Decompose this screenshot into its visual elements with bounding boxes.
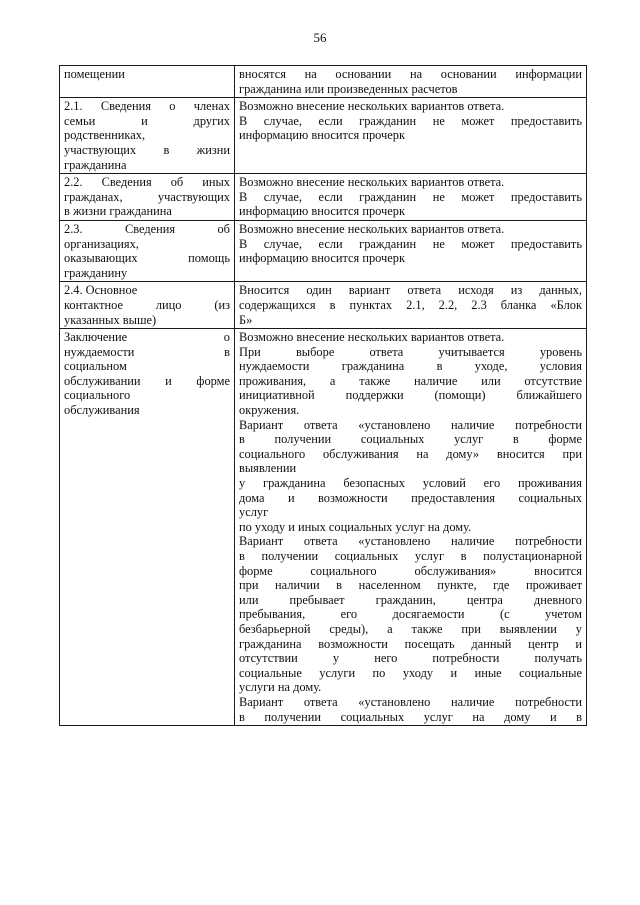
text-line: информацию вносится прочерк: [239, 204, 405, 219]
instructions-table: [59, 65, 587, 726]
text-line: инициативной поддержки (помощи) ближайшего: [239, 388, 582, 403]
text-line: Вариант ответа «установлено наличие потребности: [239, 694, 582, 709]
text-line: Возможно внесение нескольких вариантов ответа.: [239, 175, 505, 190]
instruction-cell: [235, 282, 587, 329]
text-line: 2.2. Сведения об иных: [64, 175, 230, 190]
text-line: Заключение о: [64, 330, 230, 345]
text-line: Возможно внесение нескольких вариантов ответа.: [239, 221, 505, 236]
text-line: гражданина: [64, 157, 127, 172]
text-line: помещении: [64, 67, 125, 81]
table-row: [60, 220, 587, 281]
text-line: родственниках,: [64, 128, 146, 143]
text-line: вносятся на основании на основании информации: [239, 67, 582, 81]
text-line: пребывания, его досягаемости (с учетом: [239, 607, 582, 622]
text-line: Вносится один вариант ответа исходя из данных,: [239, 283, 582, 298]
instruction-cell: [235, 329, 587, 726]
text-line: у гражданина безопасных условий его проживания: [239, 476, 582, 491]
instruction-cell: [235, 174, 587, 221]
table-row: [60, 66, 587, 98]
text-line: отсутствии у него потребности получать: [239, 651, 582, 666]
text-line: 2.4. Основное: [64, 283, 138, 298]
text-line: в получении социальных услуг в форме: [239, 432, 582, 447]
text-line: информацию вносится прочерк: [239, 128, 405, 143]
text-line: Возможно внесение нескольких вариантов ответа.: [239, 330, 505, 345]
instruction-cell: [235, 66, 587, 98]
text-line: форме социального обслуживания» вносится: [239, 563, 582, 578]
text-line: по уходу и иных социальных услуг на дому.: [239, 519, 472, 534]
table-row: [60, 98, 587, 174]
field-name-cell: [60, 98, 235, 174]
text-line: социального: [64, 388, 131, 403]
text-line: окружения.: [239, 403, 300, 418]
text-line: обслуживания: [64, 403, 140, 418]
text-line: нуждаемости гражданина в уходе, условия: [239, 359, 582, 374]
text-line: 2.3. Сведения об: [64, 221, 230, 236]
text-line: выявлении: [239, 461, 297, 476]
text-line: услуг: [239, 505, 269, 520]
text-line: участвующих в жизни: [64, 142, 230, 157]
text-line: Б»: [239, 312, 253, 327]
text-line: дома и возможности предоставления социальных: [239, 490, 582, 505]
text-line: гражданина или произведенных расчетов: [239, 81, 458, 96]
table-row: [60, 282, 587, 329]
text-line: указанных выше): [64, 312, 157, 327]
page-number: 56: [313, 30, 327, 45]
text-line: социального обслуживания на дому» вносится при: [239, 446, 582, 461]
instruction-cell: [235, 220, 587, 281]
text-line: гражданину: [64, 265, 128, 280]
table-row: [60, 174, 587, 221]
field-name-cell: [60, 174, 235, 221]
text-line: оказывающих помощь: [64, 251, 230, 266]
text-line: В случае, если гражданин не может предоставить: [239, 189, 582, 204]
field-name-cell: [60, 329, 235, 726]
text-line: гражданина возможности посещать данный центр и: [239, 636, 582, 651]
text-line: гражданах, участвующих: [64, 189, 230, 204]
field-name-cell: [60, 66, 235, 98]
text-line: в получении социальных услуг в полустационарной: [239, 549, 582, 563]
text-line: Возможно внесение нескольких вариантов ответа.: [239, 99, 505, 114]
text-line: услуги на дому.: [239, 680, 322, 695]
table-row: [60, 329, 587, 726]
text-line: при наличии в населенном пункте, где проживает: [239, 578, 582, 593]
text-line: обслуживании и форме: [64, 373, 230, 388]
text-line: В случае, если гражданин не может предоставить: [239, 236, 582, 251]
field-name-cell: [60, 220, 235, 281]
field-name-cell: [60, 282, 235, 329]
text-line: содержащихся в пунктах 2.1, 2.2, 2.3 бланка «Блок: [239, 297, 582, 312]
text-line: или пребывает гражданин, центра дневного: [239, 592, 582, 607]
text-line: проживания, а также наличие или отсутствие: [239, 373, 582, 388]
text-line: информацию вносится прочерк: [239, 251, 405, 266]
text-line: 2.1. Сведения о членах: [64, 99, 230, 114]
text-line: в жизни гражданина: [64, 204, 172, 219]
text-line: в получении социальных услуг на дому и в: [239, 709, 582, 724]
text-line: социальном: [64, 359, 127, 374]
text-line: социальные услуги по уходу и иные социальные: [239, 665, 582, 680]
text-line: семьи и других: [64, 113, 230, 128]
instruction-cell: [235, 98, 587, 174]
text-line: При выборе ответа учитывается уровень: [239, 344, 582, 359]
text-line: организациях,: [64, 236, 139, 251]
text-line: В случае, если гражданин не может предоставить: [239, 113, 582, 128]
text-line: Вариант ответа «установлено наличие потребности: [239, 534, 582, 549]
text-line: безбарьерной среды), а также при выявлении у: [239, 621, 582, 636]
text-line: контактное лицо (из: [64, 297, 230, 312]
text-line: нуждаемости в: [64, 344, 230, 359]
text-line: Вариант ответа «установлено наличие потребности: [239, 417, 582, 432]
